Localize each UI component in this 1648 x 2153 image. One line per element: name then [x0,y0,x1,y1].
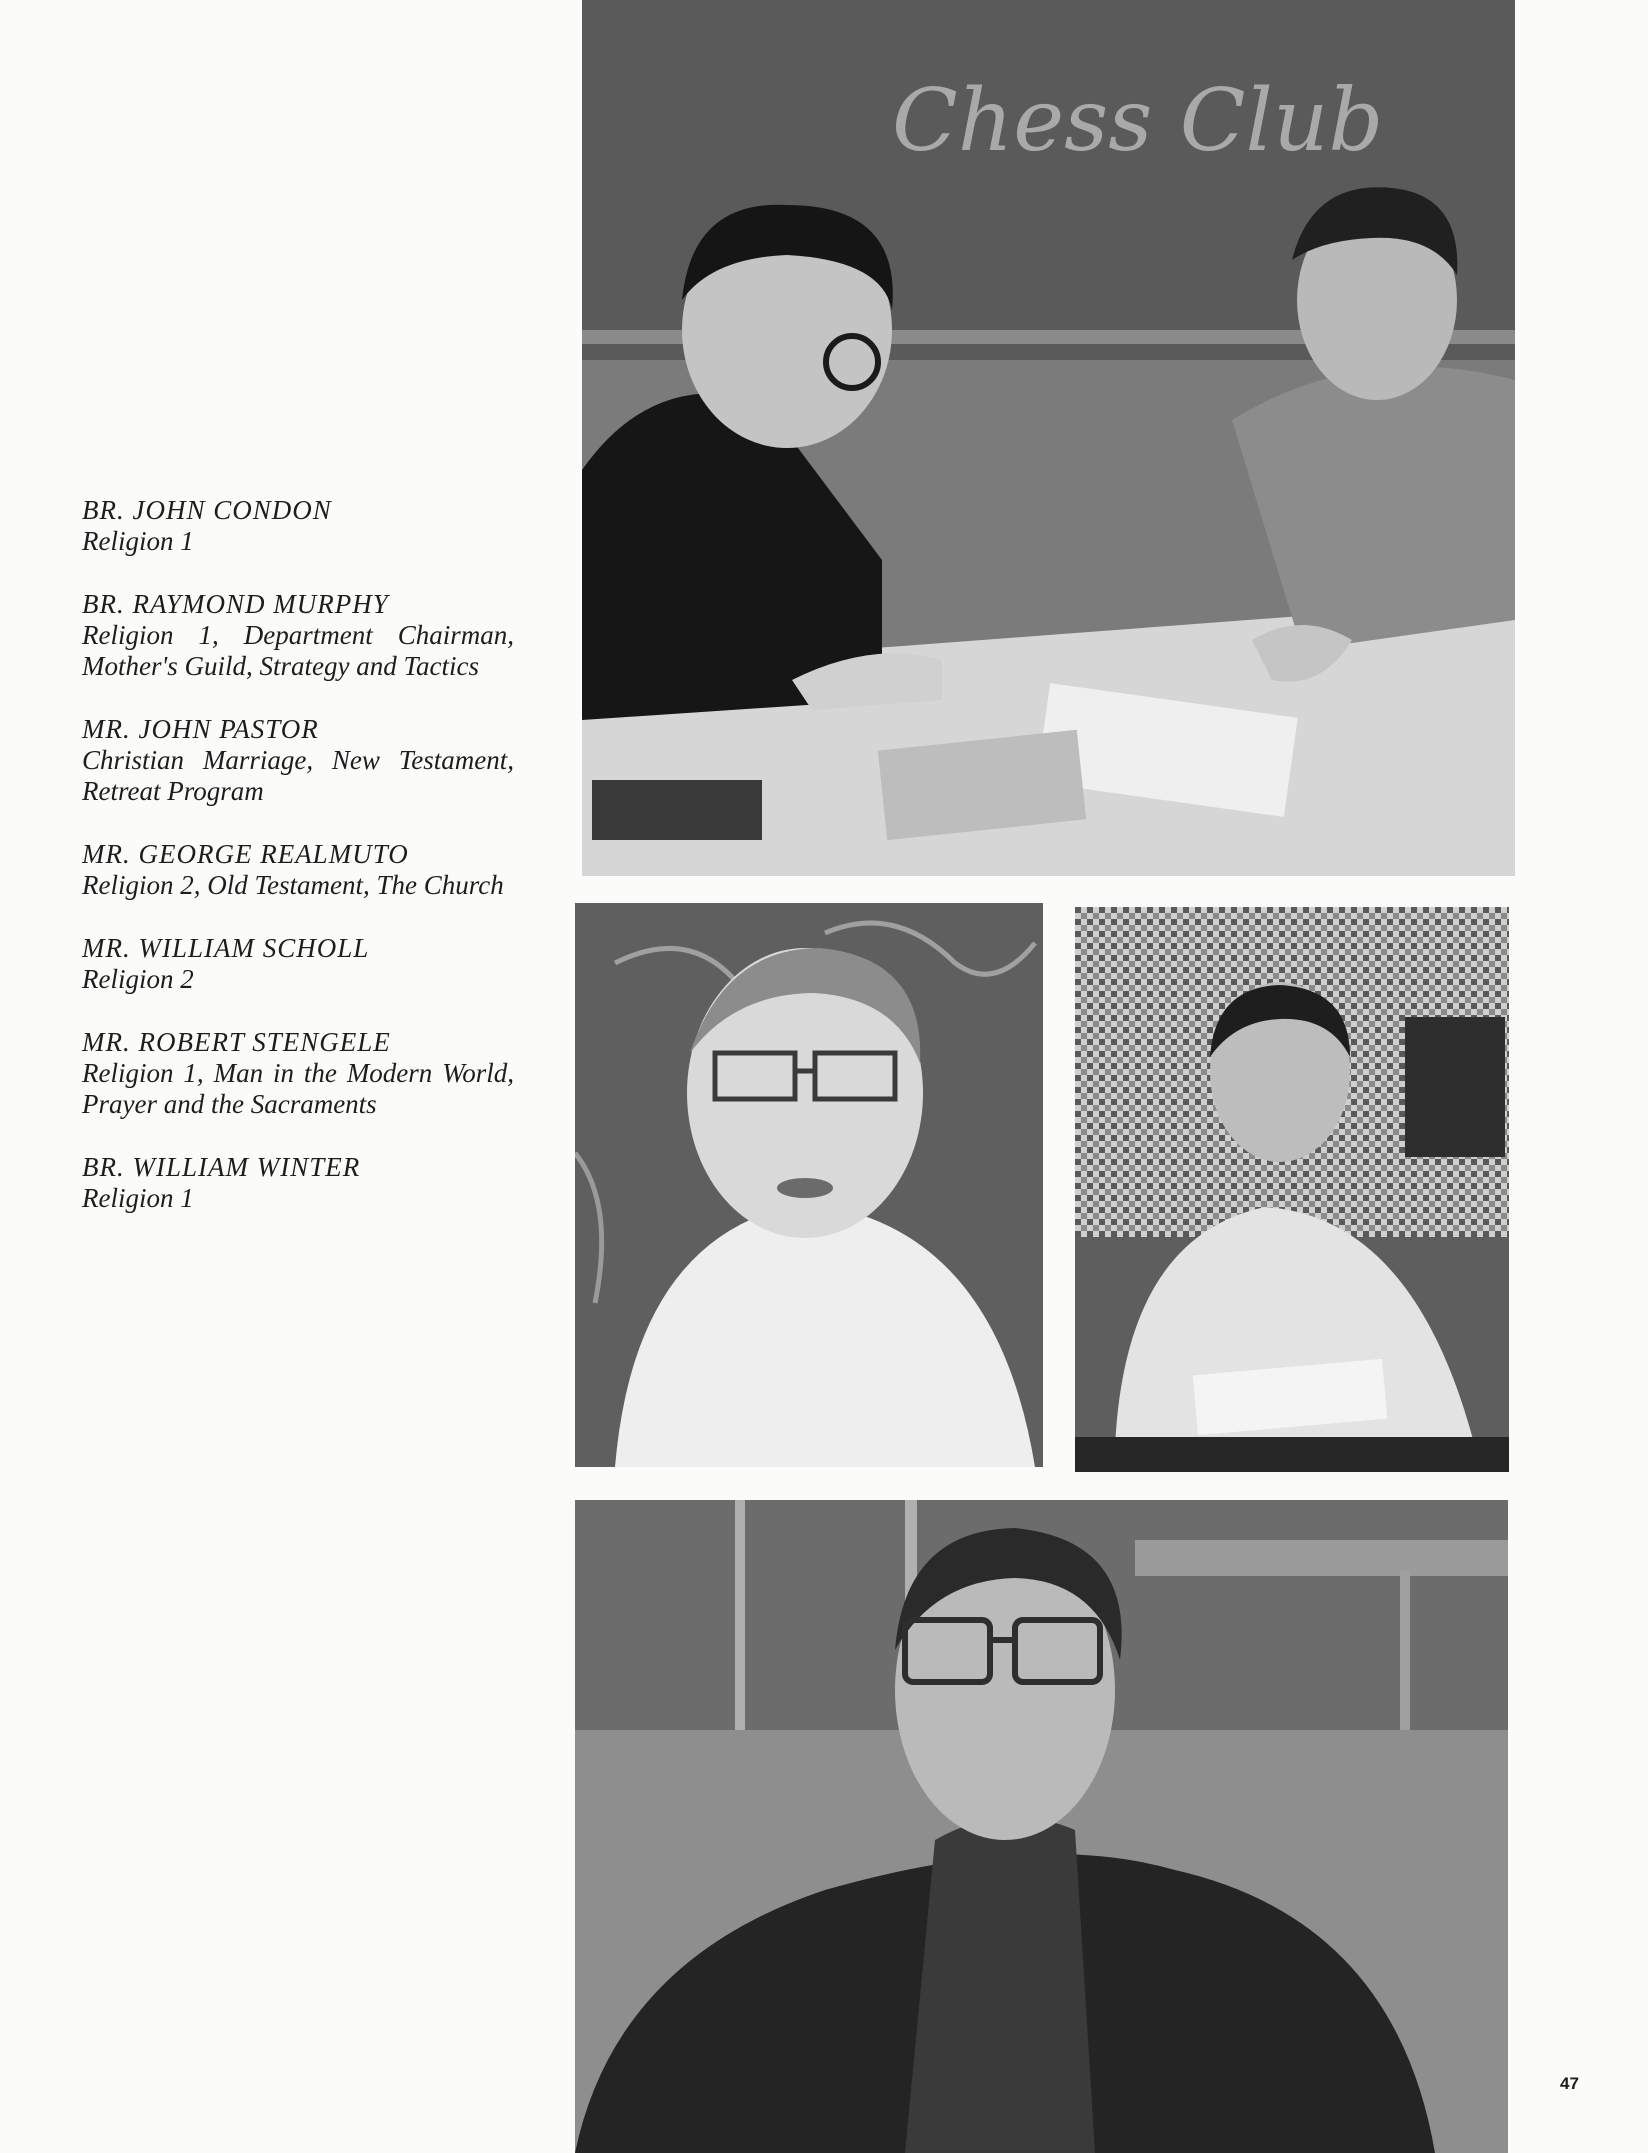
faculty-entry [82,495,514,557]
faculty-subjects: Religion 1 [82,526,194,556]
page-number: 47 [1560,2074,1579,2093]
photo-man-desk [1075,907,1509,1472]
faculty-name: MR. WILLIAM SCHOLL [82,933,370,963]
faculty-subjects: Religion 1 [82,1183,194,1213]
photo-man-hallway [575,1500,1508,2153]
faculty-entry [82,714,514,807]
faculty-name: BR. RAYMOND MURPHY [82,589,389,619]
photo-chess-club-desk [582,0,1515,876]
photo-man-hallway-illustration [575,1500,1508,2153]
faculty-subjects: Religion 2, Old Testament, The Church [82,870,504,900]
faculty-name: BR. JOHN CONDON [82,495,332,525]
faculty-list [82,495,514,1246]
faculty-entry [82,1027,514,1120]
faculty-subjects: Religion 1, Department Chairman, Mother's Guild, Strategy and Tactics [82,620,514,681]
chalkboard-text: Chess Club [892,71,1384,171]
faculty-entry [82,933,514,995]
faculty-entry [82,1152,514,1214]
faculty-entry [82,589,514,682]
faculty-name: MR. GEORGE REALMUTO [82,839,409,869]
faculty-entry [82,839,514,901]
photo-man-chalkboard [575,903,1043,1467]
faculty-subjects: Religion 2 [82,964,194,994]
photo-man-desk-illustration [1075,907,1509,1472]
photo-man-chalkboard-illustration [575,903,1043,1467]
faculty-name: MR. JOHN PASTOR [82,714,319,744]
faculty-name: BR. WILLIAM WINTER [82,1152,361,1182]
faculty-subjects: Religion 1, Man in the Modern World, Prayer and the Sacraments [82,1058,514,1119]
faculty-subjects: Christian Marriage, New Testament, Retreat Program [82,745,514,806]
faculty-name: MR. ROBERT STENGELE [82,1027,391,1057]
photo-chess-club-illustration [582,0,1515,876]
